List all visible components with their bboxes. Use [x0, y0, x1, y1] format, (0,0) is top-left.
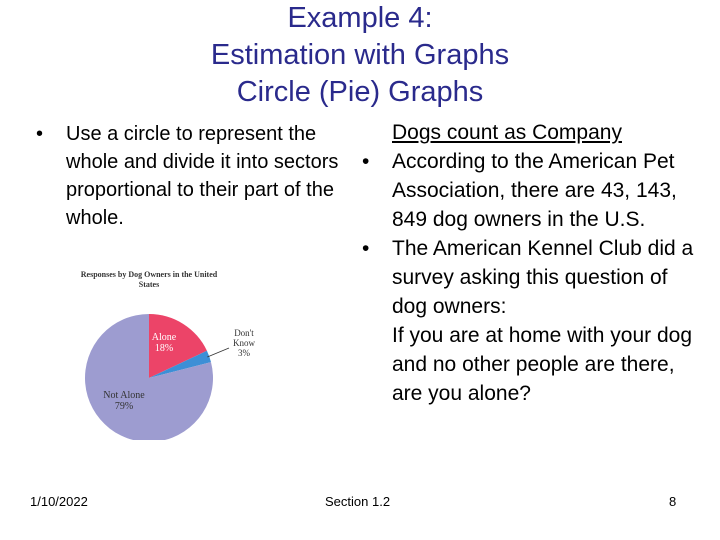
title-line-1: Example 4:: [287, 2, 433, 34]
footer-page-number: 8: [669, 494, 677, 509]
chart-title: Responses by Dog Owners in the United States: [80, 270, 218, 289]
footer-date: 1/10/2022: [30, 494, 88, 509]
slide-title: [0, 0, 720, 111]
right-heading: Dogs count as Company: [392, 121, 622, 144]
right-bullet-2: • The American Kennel Club did a survey asking this question of dog owners:: [354, 234, 694, 321]
right-bullet-1: • According to the American Pet Association, there are 43, 143, 849 dog owners in the U.S.: [354, 147, 694, 234]
footer-section: Section 1.2: [325, 494, 391, 509]
survey-question: If you are at home with your dog and no other people are there, are you alone?: [392, 324, 692, 405]
pie-label-not-alone: Not Alone 79%: [103, 390, 145, 412]
pie-svg: [74, 270, 274, 440]
pie-leader-line: [207, 348, 229, 357]
right-bullet-list: [354, 118, 694, 408]
title-line-3: Circle (Pie) Graphs: [236, 76, 484, 108]
pie-label-dont-know: Don't Know 3%: [233, 328, 255, 358]
left-bullet-1: • Use a circle to represent the whole and divide it into sectors proportional to their part of the whole.: [28, 120, 358, 232]
title-line-2: Estimation with Graphs: [210, 39, 510, 71]
pie-label-alone: Alone 18%: [151, 332, 177, 354]
pie-chart: [74, 270, 274, 440]
left-bullet-list: [28, 120, 358, 232]
